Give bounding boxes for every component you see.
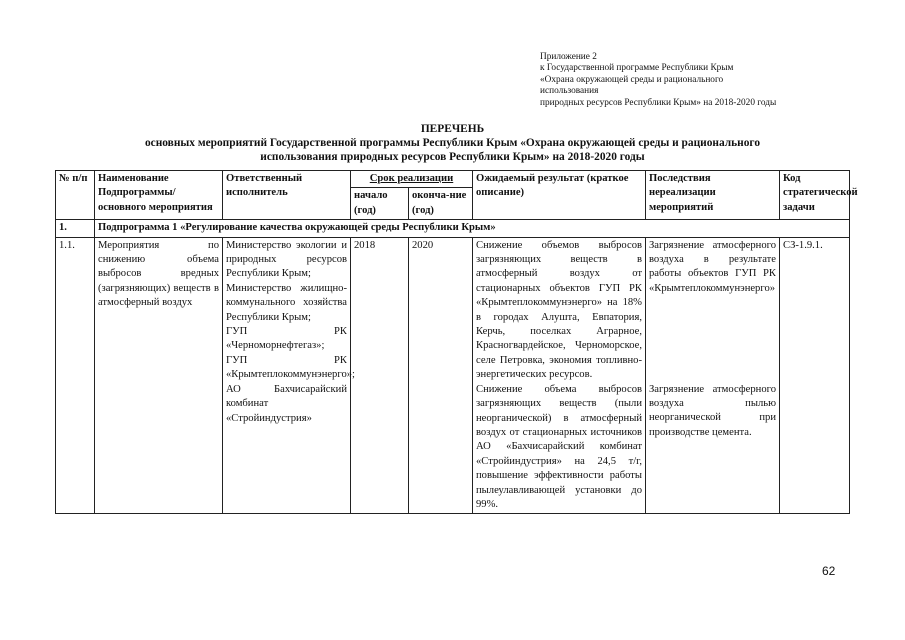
annex-line: к Государственной программе Республики Крым — [540, 63, 734, 74]
executor-item: ГУП РК «Черноморнефтегаз»; — [226, 326, 347, 352]
row-end: 2020 — [409, 237, 473, 514]
executor-item: Министерство экологии и природных ресурсов Республики Крым; — [226, 239, 347, 280]
consequence-item: Загрязнение атмосферного воздуха в результате работы объектов ГУП РК «Крымтеплокоммунэнерго» — [649, 239, 776, 294]
subprogram-num: 1. — [56, 220, 95, 237]
row-executors — [223, 237, 355, 514]
subprogram-title: Подпрограмма 1 «Регулирование качества окружающей среды Республики Крым» — [95, 220, 850, 237]
header-executor: Ответственный исполнитель — [223, 171, 351, 220]
page-number: 62 — [822, 564, 836, 578]
row-name: Мероприятия по снижению объема выбросов вредных (загрязняющих) веществ в атмосферный воздух — [95, 237, 223, 514]
executor-item: АО Бахчисарайский комбинат «Стройиндустрия» — [226, 383, 347, 424]
header-period-label: Срок реализации — [369, 173, 454, 184]
document-title — [0, 122, 905, 164]
measures-table — [55, 170, 858, 514]
header-period — [351, 171, 473, 188]
result-item: Снижение объемов выбросов загрязняющих веществ в атмосферный воздух от стационарных объектов ГУП РК «Крымтеплокоммунэнерго» на 18% в городах Алушта, Евпатория, Керчь, поселках Аграрное, Красногвардейское, Черноморское, селе Петровка, экономия топливно-энергетических ресурсов. — [476, 239, 642, 381]
executor-item: ГУП РК «Крымтеплокоммунэнерго»; — [226, 354, 355, 381]
annex-line: Приложение 2 — [540, 52, 597, 62]
table-row — [56, 237, 850, 514]
header-end: оконча-ние (год) — [409, 188, 473, 220]
row-results — [473, 237, 646, 514]
header-consequence: Последствия нереализации мероприятий — [646, 171, 780, 220]
row-start: 2018 — [351, 237, 409, 514]
annex-note — [540, 52, 860, 109]
consequence-item: Загрязнение атмосферного воздуха пылью неорганической при производстве цемента. — [649, 383, 776, 438]
header-result: Ожидаемый результат (краткое описание) — [473, 171, 646, 220]
header-row — [56, 171, 850, 188]
title-line-2: основных мероприятий Государственной программы Республики Крым «Охрана окружающей среды и рационального — [144, 137, 761, 149]
executor-item: Министерство жилищно-коммунального хозяйства Республики Крым; — [226, 282, 347, 323]
title-line-3: использования природных ресурсов Республики Крым» на 2018-2020 годы — [260, 151, 645, 163]
row-consequences — [646, 237, 780, 514]
header-code: Код стратегической задачи — [780, 171, 850, 220]
row-num: 1.1. — [56, 237, 95, 514]
header-start: начало (год) — [351, 188, 409, 220]
header-num: № п/п — [56, 171, 95, 220]
title-line-1: ПЕРЕЧЕНЬ — [420, 123, 485, 135]
row-code: СЗ-1.9.1. — [780, 237, 850, 514]
annex-line: природных ресурсов Республики Крым» на 2018-2020 годы — [540, 97, 777, 108]
subprogram-row — [56, 220, 850, 237]
result-item: Снижение объема выбросов загрязняющих веществ (пыли неорганической) в атмосферный воздух от стационарных источников АО «Бахчисарайский комбинат «Стройиндустрия» на 24,5 т/г, повышение эффективности работы пылеулавливающей установки до 99%. — [476, 383, 642, 510]
header-name: Наименование Подпрограммы/ основного мероприятия — [95, 171, 223, 220]
annex-line: «Охрана окружающей среды и рационального — [540, 74, 724, 85]
annex-line: использования — [540, 86, 599, 97]
